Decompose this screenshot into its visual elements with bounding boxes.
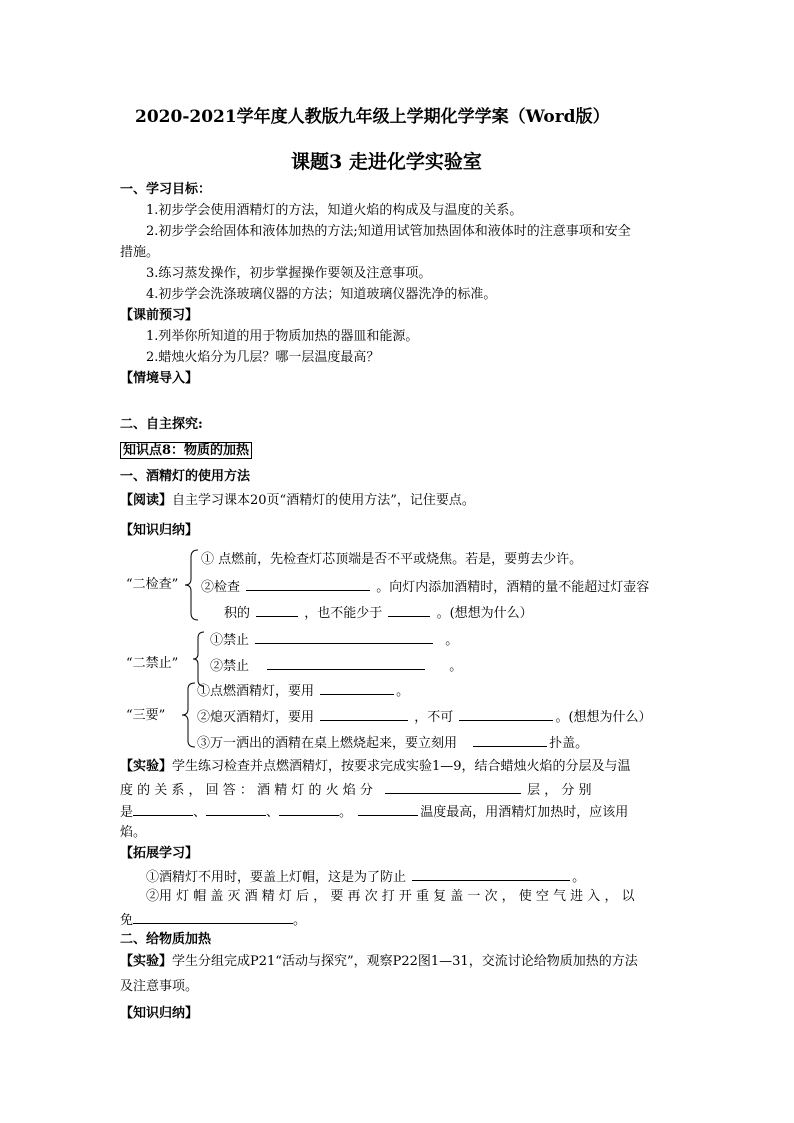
extension-line-2: ②用 灯 帽 盖 灭 酒 精 灯 后 ， 要 再 次 打 开 重 复 盖 一 次 ， 使 空 气 进 入 ， 以 [146, 889, 635, 904]
extension-heading: 【拓展学习】 [120, 846, 199, 861]
fill-blank[interactable] [206, 802, 266, 816]
check-label: “二检查” [126, 577, 179, 592]
experiment-line-4: 焰。 [120, 825, 147, 840]
check-text: 。(想想为什么） [436, 606, 533, 621]
fill-blank[interactable] [133, 910, 293, 924]
experiment-text: 。 [339, 805, 353, 820]
musts-text: 扑盖。 [549, 736, 589, 751]
read-text: 自主学习课本20页“酒精灯的使用方法”，记住要点。 [172, 493, 475, 508]
experiment-text: 学生分组完成P21“活动与探究”，观察P22图1—31，交流讨论给物质加热的方法 [172, 954, 638, 969]
musts-line-1 [197, 681, 409, 701]
musts-text: 。 [396, 684, 410, 699]
fill-blank[interactable] [412, 867, 570, 881]
musts-text: ②熄灭酒精灯，要用 [197, 710, 315, 725]
check-text: 。向灯内添加酒精时，酒精的量不能超过灯壶容 [376, 580, 650, 595]
musts-line-2 [197, 707, 652, 727]
fill-blank[interactable] [388, 603, 430, 617]
heating-exp-line-1 [120, 953, 638, 971]
knowledge-point-box: 知识点8：物质的加热 [120, 442, 252, 459]
goal-item: 4.初步学会洗涤玻璃仪器的方法；知道玻璃仪器洗净的标准。 [146, 287, 497, 302]
preview-item: 1.列举你所知道的用于物质加热的器皿和能源。 [146, 329, 419, 344]
fill-blank[interactable] [133, 802, 193, 816]
summary-heading: 【知识归纳】 [120, 523, 199, 538]
document-title: 2020-2021学年度人教版九年级上学期化学学案（Word版） [135, 107, 610, 127]
musts-label: “三要” [126, 708, 166, 723]
heating-exp-line-2: 及注意事项。 [120, 979, 199, 994]
fill-blank[interactable] [320, 707, 408, 721]
check-line-2 [201, 577, 649, 597]
scenario-heading: 【情境导入】 [120, 371, 199, 386]
summary-heading: 【知识归纳】 [120, 1006, 199, 1021]
experiment-text: 层 ， 分 别 [527, 783, 592, 798]
brace-icon [184, 549, 200, 621]
goal-item: 措施。 [120, 245, 160, 260]
check-text: ②检查 [201, 580, 241, 595]
check-text: 积的 [224, 606, 251, 621]
forbid-label: “二禁止” [126, 656, 179, 671]
lesson-title: 课题3 走进化学实验室 [291, 151, 482, 173]
forbid-text: 。 [449, 659, 463, 674]
knowledge-point-label [120, 442, 252, 460]
learning-goals-heading: 一、学习目标： [120, 182, 212, 197]
self-study-heading: 二、自主探究: [120, 417, 203, 432]
musts-text: ①点燃酒精灯，要用 [197, 684, 315, 699]
fill-blank[interactable] [320, 681, 394, 695]
brace-icon [192, 631, 206, 687]
forbid-line-2 [210, 656, 462, 676]
experiment-line-3 [120, 802, 628, 822]
fill-blank[interactable] [255, 630, 433, 644]
experiment-text: 、 [266, 805, 280, 820]
fill-blank[interactable] [459, 707, 553, 721]
subsection-heading: 一、酒精灯的使用方法 [120, 469, 251, 484]
fill-blank[interactable] [473, 733, 547, 747]
forbid-line-1 [210, 630, 458, 650]
preview-item: 2.蜡烛火焰分为几层？哪一层温度最高？ [146, 350, 380, 365]
brace-icon [181, 682, 197, 748]
experiment-label: 【实验】 [120, 759, 173, 774]
goal-item: 2.初步学会给固体和液体加热的方法;知道用试管加热固体和液体时的注意事项和安全 [146, 224, 631, 239]
experiment-line-2 [120, 780, 592, 800]
musts-line-3 [197, 733, 588, 753]
read-label: 【阅读】 [120, 493, 173, 508]
experiment-label: 【实验】 [120, 954, 173, 969]
goal-item: 3.练习蒸发操作，初步掌握操作要领及注意事项。 [146, 266, 432, 281]
fill-blank[interactable] [279, 802, 339, 816]
extension-text: ①酒精灯不用时，要盖上灯帽，这是为了防止 [146, 870, 407, 885]
extension-text: 。 [572, 870, 586, 885]
forbid-text: ②禁止 [210, 659, 250, 674]
experiment-text: 度 的 关 系 ， 回 答 ： 酒 精 灯 的 火 焰 分 [120, 783, 373, 798]
fill-blank[interactable] [256, 603, 298, 617]
experiment-line-1 [120, 758, 631, 776]
musts-text: ，不可 [414, 710, 454, 725]
fill-blank[interactable] [358, 802, 418, 816]
extension-text: 。 [293, 913, 307, 928]
extension-line-3 [120, 910, 306, 930]
experiment-text: 是 [120, 805, 134, 820]
preview-heading: 【课前预习】 [120, 308, 199, 323]
experiment-text: 学生练习检查并点燃酒精灯，按要求完成实验1—9，结合蜡烛火焰的分层及与温 [172, 759, 631, 774]
read-line [120, 492, 475, 510]
check-line-1: ① 点燃前，先检查灯芯顶端是否不平或烧焦。若是，要剪去少许。 [201, 552, 583, 567]
musts-text: 。(想想为什么） [555, 710, 652, 725]
musts-text: ③万一洒出的酒精在桌上燃烧起来，要立刻用 [197, 736, 458, 751]
experiment-text: 温度最高，用酒精灯加热时，应该用 [420, 805, 629, 820]
fill-blank[interactable] [246, 577, 370, 591]
experiment-text: 、 [193, 805, 207, 820]
heating-heading: 二、给物质加热 [120, 932, 212, 947]
forbid-text: 。 [445, 633, 459, 648]
extension-line-1 [146, 867, 585, 887]
forbid-text: ①禁止 [210, 633, 250, 648]
goal-item: 1.初步学会使用酒精灯的方法，知道火焰的构成及与温度的关系。 [146, 203, 523, 218]
fill-blank[interactable] [267, 656, 425, 670]
extension-text: 免 [120, 913, 134, 928]
check-text: ，也不能少于 [304, 606, 383, 621]
fill-blank[interactable] [385, 780, 521, 794]
check-line-3 [224, 603, 533, 623]
